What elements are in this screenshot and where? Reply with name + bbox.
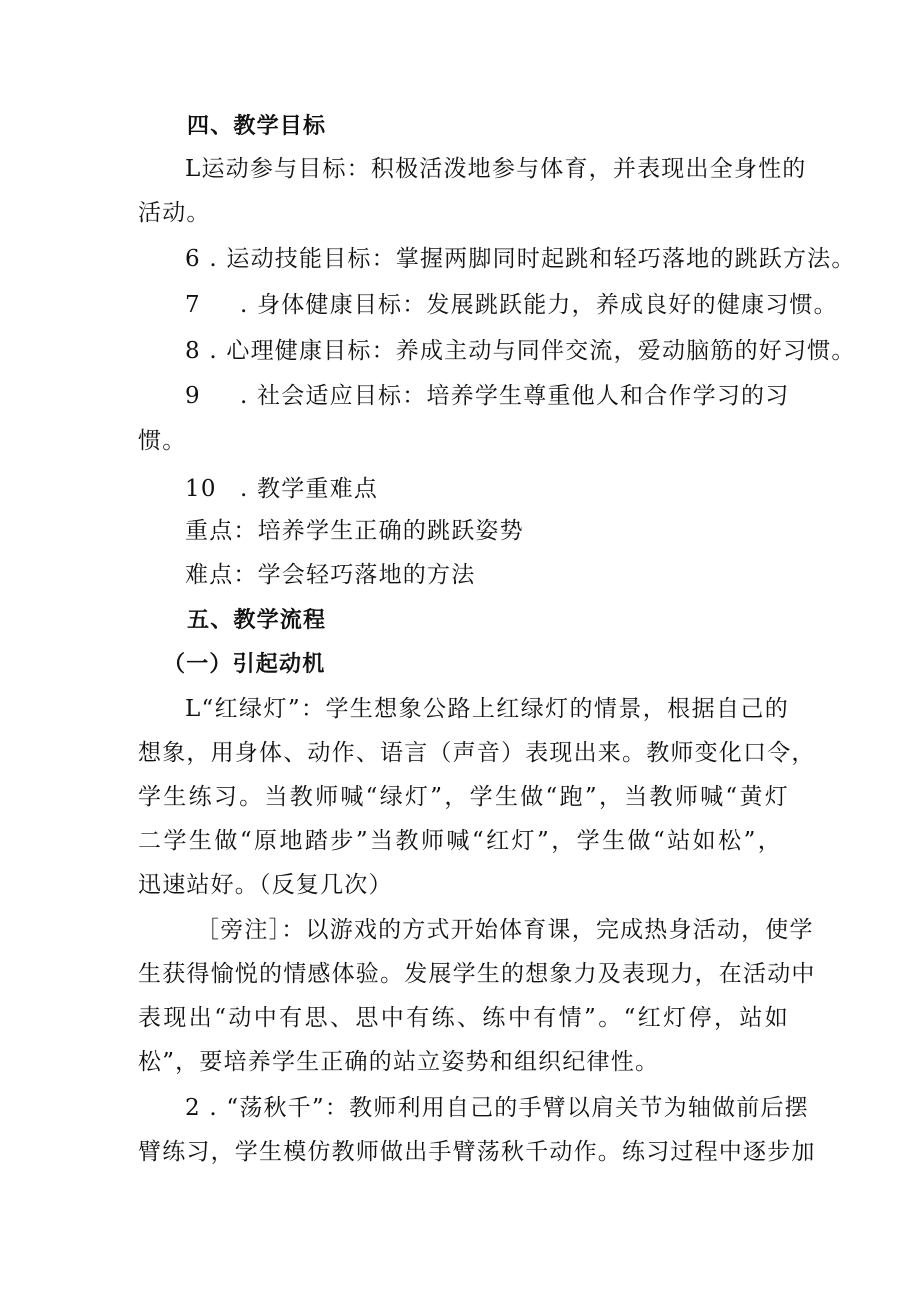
goal-9-number: 9 [185, 383, 201, 409]
section5-heading: 五、教学流程 [187, 608, 327, 633]
para1-line3: 学生练习。当教师喊“绿灯”，学生做“跑”，当教师喊“黄灯 [138, 784, 789, 810]
note-line4: 松”，要培养学生正确的站立姿势和组织纪律性。 [138, 1049, 660, 1075]
note-line3: 表现出“动中有思、思中有练、练中有情”。“红灯停，站如 [138, 1005, 789, 1031]
item-10-number: 10 [185, 476, 217, 502]
goal-8: 8 . 心理健康目标：养成主动与同伴交流，爱动脑筋的好习惯。 [185, 338, 856, 364]
goal-1-line2: 活动。 [138, 200, 211, 226]
item-10-text: . 教学重难点 [240, 476, 379, 502]
goal-9-continuation: 惯。 [138, 428, 187, 454]
note-line2: 生获得愉悦的情感体验。发展学生的想象力及表现力，在活动中 [138, 961, 816, 987]
goal-7-number: 7 [185, 292, 201, 318]
note-line1: ［旁注］：以游戏的方式开始体育课，完成热身活动，使学 [196, 917, 814, 943]
para1-line1: L“红绿灯”：学生想象公路上红绿灯的情景，根据自己的 [185, 696, 789, 722]
para2-line1: 2 . “荡秋千”：教师利用自己的手臂以肩关节为轴做前后摆 [185, 1095, 809, 1121]
goal-7-text: . 身体健康目标：发展跳跃能力，养成良好的健康习惯。 [240, 292, 838, 318]
para1-line4: 二学生做“原地踏步”当教师喊“红灯”，学生做“站如松”， [138, 828, 782, 854]
goal-9-text: . 社会适应目标：培养学生尊重他人和合作学习的习 [240, 383, 790, 409]
difficult-point: 难点：学会轻巧落地的方法 [185, 562, 476, 588]
para1-line2: 想象，用身体、动作、语言（声音）表现出来。教师变化口令， [138, 740, 816, 766]
goal-6: 6 . 运动技能目标：掌握两脚同时起跳和轻巧落地的跳跃方法。 [185, 246, 856, 272]
section4-heading: 四、教学目标 [187, 114, 327, 139]
para2-line2: 臂练习，学生模仿教师做出手臂荡秋千动作。练习过程中逐步加 [138, 1139, 816, 1165]
goal-1-line1: L运动参与目标：积极活泼地参与体育，并表现出全身性的 [185, 156, 807, 182]
subsection-1-heading: （一）引起动机 [163, 652, 326, 677]
key-point: 重点：培养学生正确的跳跃姿势 [185, 518, 524, 544]
para1-line5: 迅速站好。（反复几次） [138, 872, 393, 898]
